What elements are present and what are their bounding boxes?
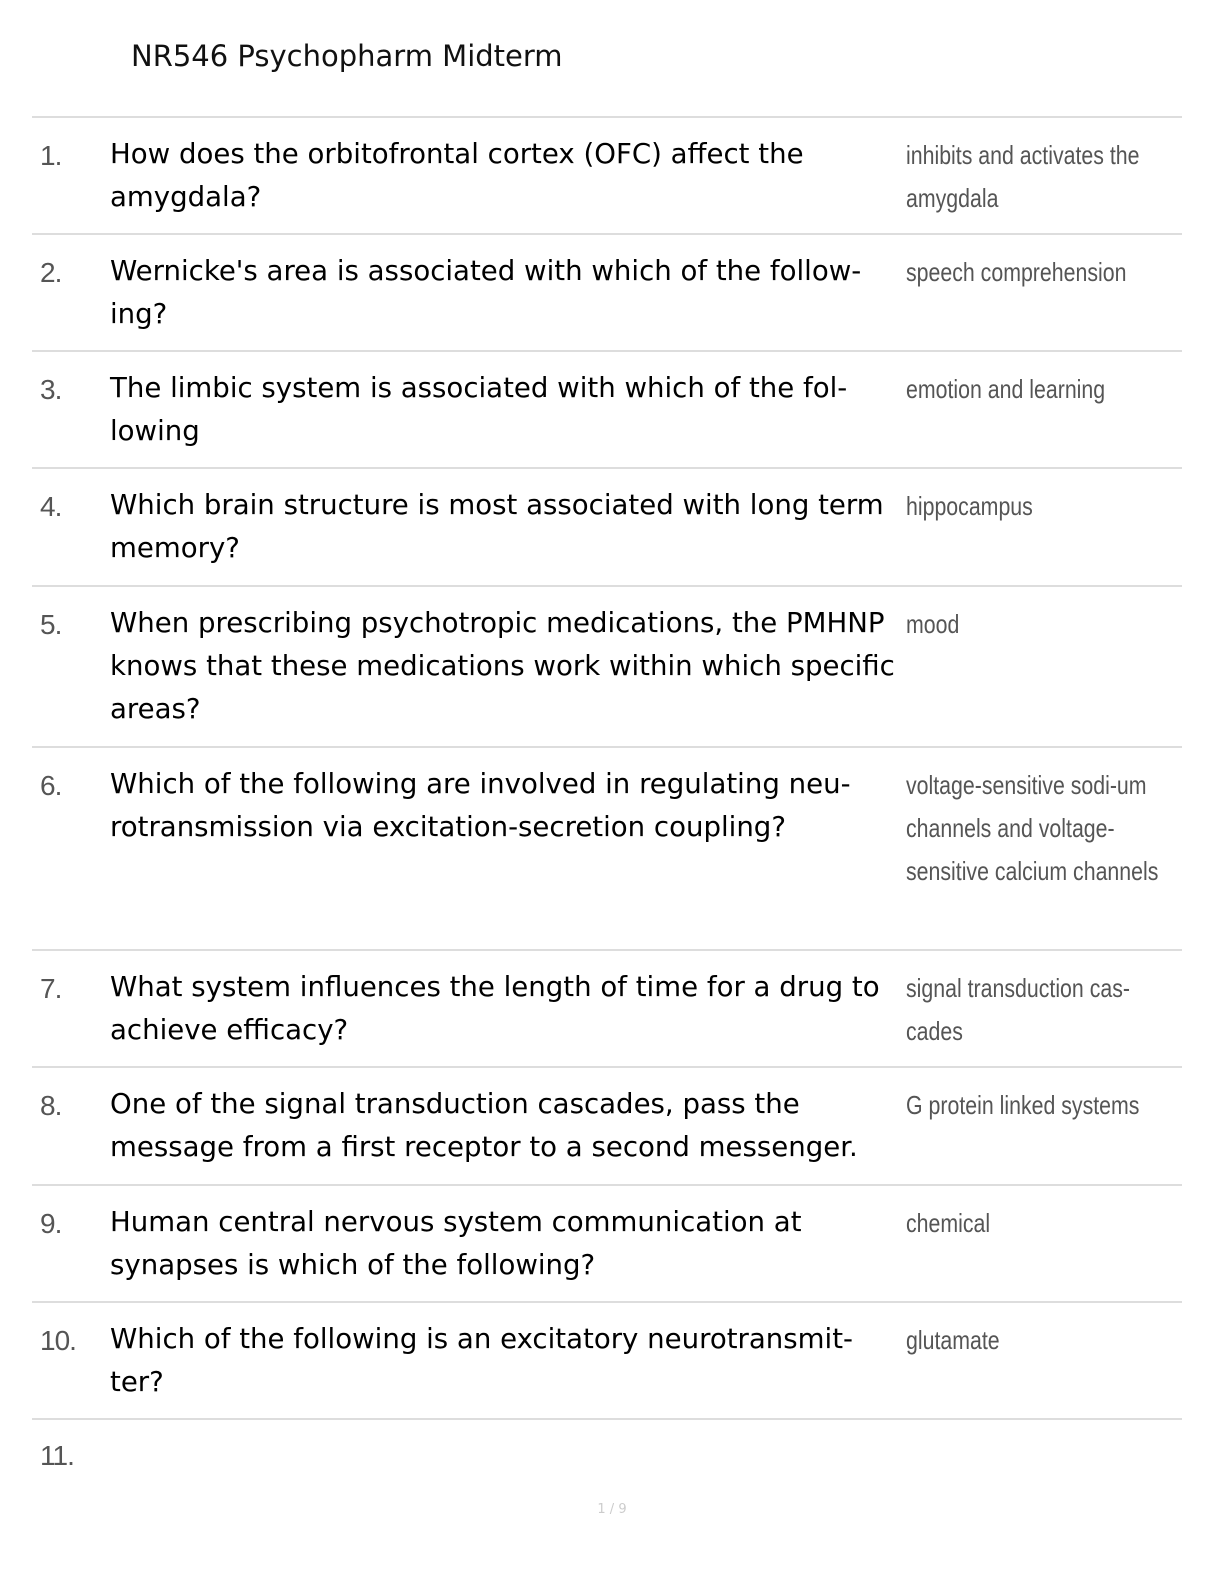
question-number: 1. <box>40 140 62 171</box>
question-text: When prescribing psychotropic medications, the PMHNP knows that these medications work within which specific areas? <box>110 606 895 725</box>
question-number: 2. <box>40 257 62 288</box>
question-number: 11. <box>40 1440 74 1471</box>
document-title: NR546 Psychopharm Midterm <box>131 39 563 73</box>
question-text: Wernicke's area is associated with which of the follow-ing? <box>110 254 862 330</box>
qa-row <box>32 951 1182 1068</box>
qa-row <box>32 587 1182 748</box>
answer-text: mood <box>906 609 960 639</box>
qa-row <box>32 748 1182 951</box>
answer-text: signal transduction cas-cades <box>906 973 1130 1046</box>
qa-row <box>32 469 1182 587</box>
answer-text: glutamate <box>906 1325 1000 1355</box>
qa-row <box>32 1186 1182 1303</box>
question-number: 5. <box>40 609 62 640</box>
question-text: Human central nervous system communication at synapses is which of the following? <box>110 1205 802 1281</box>
page-indicator: 1 / 9 <box>597 1502 627 1517</box>
question-number: 3. <box>40 374 62 405</box>
question-text: Which of the following are involved in regulating neu-rotransmission via excitation-secretion coupling? <box>110 767 851 843</box>
question-text: Which brain structure is most associated with long term memory? <box>110 488 884 564</box>
question-number: 10. <box>40 1325 76 1356</box>
question-text: Which of the following is an excitatory neurotransmit-ter? <box>110 1322 853 1398</box>
question-number: 9. <box>40 1208 62 1239</box>
question-number: 6. <box>40 770 62 801</box>
answer-text: hippocampus <box>906 491 1033 521</box>
answer-text: speech comprehension <box>906 257 1127 287</box>
answer-text: inhibits and activates the amygdala <box>906 140 1140 213</box>
answer-text: voltage-sensitive sodi-um channels and voltage-sensitive calcium channels <box>906 770 1159 886</box>
question-text: One of the signal transduction cascades, pass the message from a first receptor to a second messenger. <box>110 1087 858 1163</box>
question-text: How does the orbitofrontal cortex (OFC) affect the amygdala? <box>110 137 804 213</box>
question-text: The limbic system is associated with which of the fol-lowing <box>110 371 848 447</box>
qa-row <box>32 235 1182 352</box>
qa-row <box>32 1068 1182 1186</box>
qa-row <box>32 1303 1182 1420</box>
question-number: 7. <box>40 973 62 1004</box>
answer-text: chemical <box>906 1208 991 1238</box>
question-number: 8. <box>40 1090 62 1121</box>
answer-text: emotion and learning <box>906 374 1106 404</box>
question-number: 4. <box>40 491 62 522</box>
qa-row <box>32 352 1182 469</box>
qa-row <box>32 118 1182 235</box>
answer-text: G protein linked systems <box>906 1090 1140 1120</box>
question-text: What system influences the length of time for a drug to achieve efficacy? <box>110 970 880 1046</box>
